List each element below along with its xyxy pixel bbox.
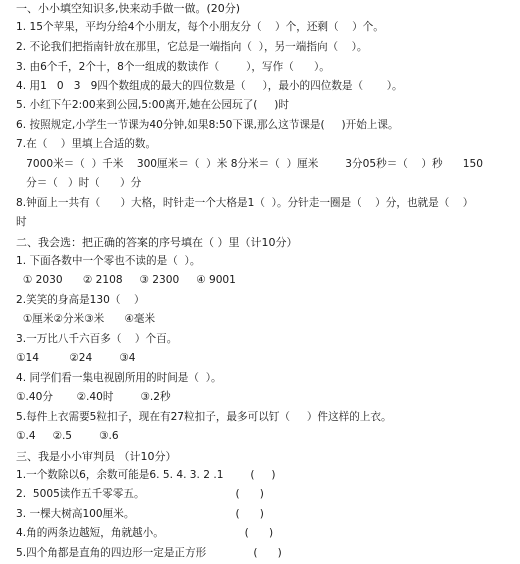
question-2-3: 3.一万比八千六百多（ ）个百。 (16, 333, 178, 345)
question-1-2: 2. 不论我们把指南针放在那里，它总是一端指向（ ），另一端指向（ ）。 (16, 41, 368, 53)
question-1-1: 1. 15个苹果，平均分给4个小朋友，每个小朋友分（ ）个，还剩（ ）个。 (16, 21, 384, 33)
question-1-6: 6. 按照规定,小学生一节课为40分钟,如果8:50下课,那么这节课是( )开始上课。 (16, 119, 399, 131)
question-1-8-line-1: 8.钟面上一共有（ ）大格，时针走一个大格是1（ ）。分针走一圈是（ ）分，也就是（ ） (16, 197, 474, 209)
section-2-heading: 二、我会选：把正确的答案的序号填在（ ）里（计10分） (16, 236, 298, 249)
question-2-1-options: ① 2030 ② 2108 ③ 2300 ④ 9001 (16, 274, 236, 286)
question-2-2: 2.笑笑的身高是130（ ） (16, 294, 145, 306)
question-2-4: 4. 同学们看一集电视剧所用的时间是（ ）。 (16, 372, 222, 384)
question-3-5: 5.四个角都是直角的四边形一定是正方形 ( ) (16, 547, 282, 559)
question-2-3-options: ①14 ②24 ③4 (16, 352, 136, 364)
question-3-2: 2. 5005读作五千零零五。 ( ) (16, 488, 264, 500)
question-2-5: 5.每件上衣需要5粒扣子，现在有27粒扣子，最多可以钉（ ）件这样的上衣。 (16, 411, 392, 423)
question-1-5: 5. 小红下午2:00来到公园,5:00离开,她在公园玩了( )时 (16, 99, 289, 111)
question-1-7: 7.在（ ）里填上合适的数。 (16, 138, 157, 150)
question-1-3: 3. 由6个千，2个十，8个一组成的数读作（ ），写作（ ）。 (16, 61, 330, 73)
question-3-1: 1.一个数除以6，余数可能是6. 5. 4. 3. 2 .1 ( ) (16, 469, 276, 481)
question-1-4: 4. 用1 0 3 9四个数组成的最大的四位数是（ ），最小的四位数是（ ）。 (16, 80, 403, 92)
question-3-3: 3. 一棵大树高100厘米。 ( ) (16, 508, 264, 520)
question-2-5-options: ①.4 ②.5 ③.6 (16, 430, 119, 442)
question-2-2-options: ①厘米②分米③米 ④毫米 (16, 313, 156, 325)
section-1-heading: 一、小小填空知识多,快来动手做一做。(20分) (16, 2, 241, 15)
question-1-7-line-2: 分＝（ ）时（ ）分 (16, 177, 142, 189)
question-1-7-line-1: 7000米＝（ ）千米 300厘米＝（ ）米 8分米＝（ ）厘米 3分05秒＝（ ）秒 150 (16, 158, 483, 170)
question-2-4-options: ①.40分 ②.40时 ③.2秒 (16, 391, 171, 403)
question-3-4: 4.角的两条边越短，角就越小。 ( ) (16, 527, 274, 539)
section-3-heading: 三、我是小小审判员 （计10分） (16, 450, 177, 463)
question-1-8-line-2: 时 (16, 216, 27, 228)
question-2-1: 1. 下面各数中一个零也不读的是（ ）。 (16, 255, 201, 267)
